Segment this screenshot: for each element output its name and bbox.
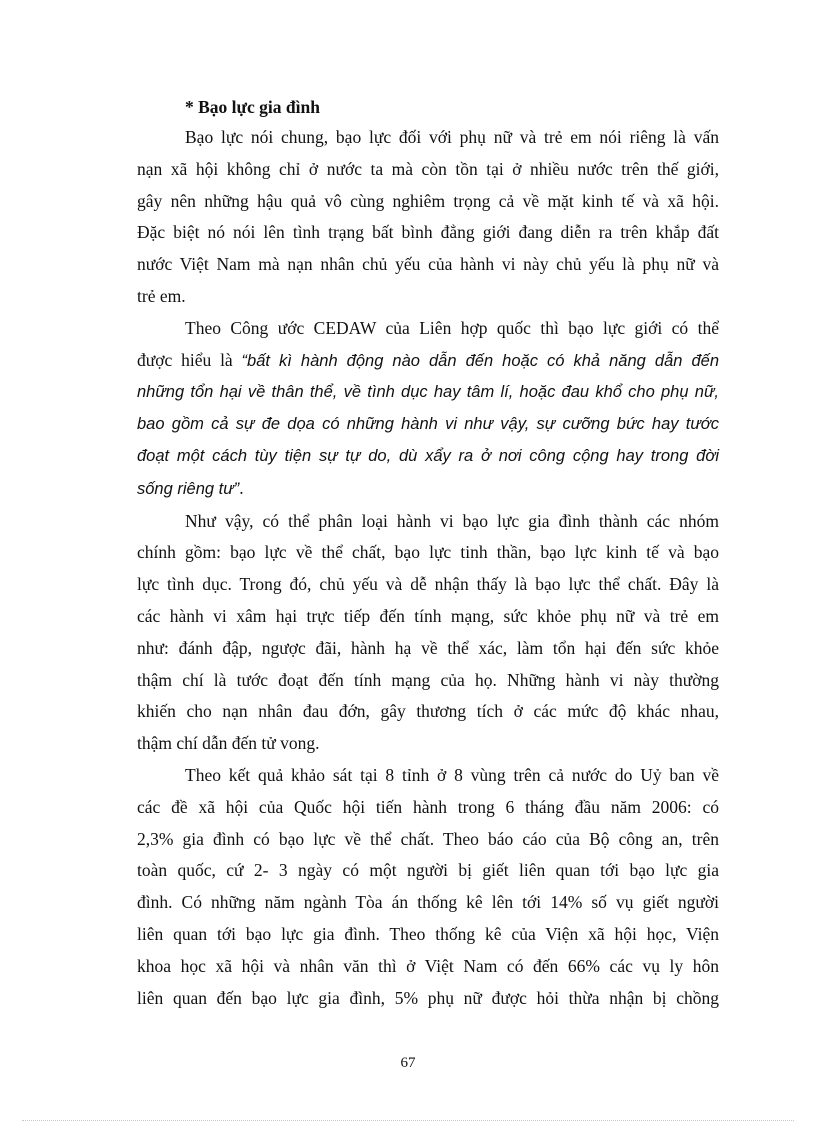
- quote-line: những tổn hại về thân thể, về tình dục hay tâm lí, hoặc đau khổ cho phụ nữ,: [137, 383, 719, 402]
- text-line: 2,3% gia đình có bạo lực về thể chất. Theo báo cáo của Bộ công an, trên: [137, 828, 719, 849]
- text-line: nạn xã hội không chỉ ở nước ta mà còn tồn tại ở nhiều nước trên thế giới,: [137, 158, 719, 179]
- text-fragment: .: [239, 477, 244, 498]
- paragraph-2: [137, 313, 719, 506]
- text-line: liên quan đến bạo lực gia đình, 5% phụ nữ được hỏi thừa nhận bị chồng: [137, 987, 719, 1008]
- text-line: nước Việt Nam mà nạn nhân chủ yếu của hành vi này chủ yếu là phụ nữ và: [137, 254, 719, 275]
- page-bottom-divider: [22, 1120, 794, 1121]
- quote-line: đoạt một cách tùy tiện sự tự do, dù xẩy ra ở nơi công cộng hay trong đời: [137, 446, 719, 465]
- text-line: các đề xã hội của Quốc hội tiến hành trong 6 tháng đầu năm 2006: có: [137, 796, 719, 817]
- text-line: đình. Có những năm ngành Tòa án thống kê lên tới 14% số vụ giết người: [137, 892, 719, 913]
- quote-fragment: sống riêng tư”: [137, 479, 240, 498]
- text-line: Theo kết quả khảo sát tại 8 tỉnh ở 8 vùng trên cả nước do Uỷ ban về: [185, 764, 719, 785]
- text-line: Như vậy, có thể phân loại hành vi bạo lực gia đình thành các nhóm: [185, 510, 719, 531]
- text-line: chính gồm: bạo lực về thể chất, bạo lực tinh thần, bạo lực kinh tế và bạo: [137, 542, 719, 563]
- text-line: Bạo lực nói chung, bạo lực đối với phụ nữ và trẻ em nói riêng là vấn: [185, 127, 719, 147]
- paragraph-1: [137, 122, 719, 313]
- text-line: các hành vi xâm hại trực tiếp đến tính mạng, sức khỏe phụ nữ và trẻ em: [137, 605, 719, 626]
- text-line: thậm chí dẫn đến tử vong.: [137, 733, 320, 754]
- text-line: gây nên những hậu quả vô cùng nghiêm trọng cả về mặt kinh tế và xã hội.: [137, 190, 719, 211]
- text-line: liên quan tới bạo lực gia đình. Theo thống kê của Viện xã hội học, Viện: [137, 923, 719, 944]
- paragraph-4: [137, 760, 719, 1014]
- page-content: [137, 92, 719, 1014]
- text-line: trẻ em.: [137, 285, 186, 306]
- text-line-mixed: [137, 345, 719, 378]
- text-fragment: được hiểu là: [137, 349, 242, 370]
- text-line: Đặc biệt nó nói lên tình trạng bất bình đẳng giới đang diễn ra trên khắp đất: [137, 222, 719, 243]
- text-line: toàn quốc, cứ 2- 3 ngày có một người bị giết liên quan tới bạo lực gia: [137, 860, 719, 881]
- text-line: khiến cho nạn nhân đau đớn, gây thương tích ở các mức độ khác nhau,: [137, 701, 719, 722]
- text-line: lực tình dục. Trong đó, chủ yếu và dễ nhận thấy là bạo lực thể chất. Đây là: [137, 574, 719, 595]
- text-line: Theo Công ước CEDAW của Liên hợp quốc thì bạo lực giới có thể: [185, 317, 719, 338]
- page-number: 67: [400, 1055, 416, 1071]
- paragraph-3: [137, 506, 719, 760]
- quote-fragment: “bất kì hành động nào dẫn đến hoặc có khả năng dẫn đến: [241, 351, 719, 370]
- section-heading: * Bạo lực gia đình: [185, 97, 320, 117]
- text-line: như: đánh đập, ngược đãi, hành hạ về thể xác, làm tổn hại đến sức khỏe: [137, 637, 719, 658]
- text-line: thậm chí là tước đoạt đến tính mạng của họ. Những hành vi này thường: [137, 669, 719, 690]
- quote-line: bao gồm cả sự đe dọa có những hành vi như vậy, sự cưỡng bức hay tước: [137, 415, 719, 434]
- text-line-mixed: [137, 473, 719, 506]
- text-line: khoa học xã hội và nhân văn thì ở Việt Nam có đến 66% các vụ ly hôn: [137, 955, 719, 976]
